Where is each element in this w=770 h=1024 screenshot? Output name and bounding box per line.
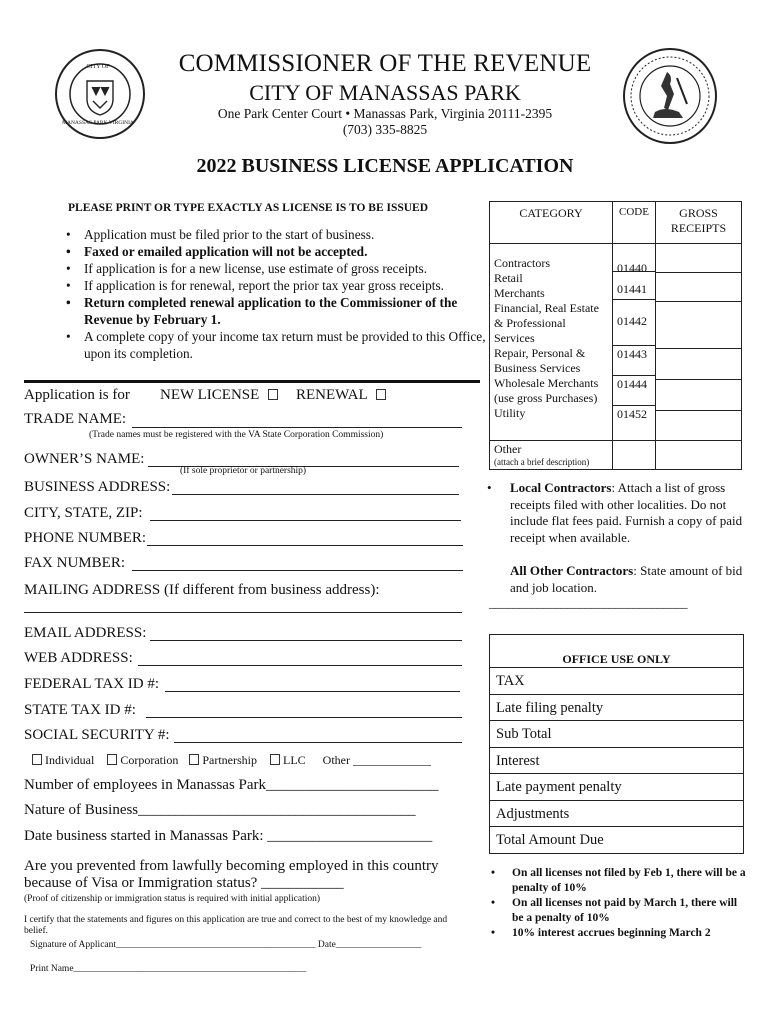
city-state-zip-input[interactable] <box>150 520 461 521</box>
federal-tax-id-label: FEDERAL TAX ID #: <box>24 676 160 692</box>
business-address-label: BUSINESS ADDRESS: <box>24 479 171 495</box>
phone-number-label: PHONE NUMBER: <box>24 530 147 546</box>
partnership-label: Partnership <box>202 753 257 767</box>
code-retail: 01441 <box>613 272 655 300</box>
category-retail: Retail Merchants <box>494 271 545 300</box>
category-utility: Utility <box>494 406 526 420</box>
instruction-item: • A complete copy of your income tax return must be provided to this Office, upon its completion. <box>62 328 486 362</box>
office-row-tax: TAX <box>490 667 743 694</box>
section-divider <box>24 380 480 383</box>
federal-tax-id-input[interactable] <box>165 691 460 692</box>
code-other <box>613 441 656 470</box>
category-cell <box>490 244 613 441</box>
penalty-item: • On all licenses not filed by Feb 1, there will be a penalty of 10% <box>487 866 749 896</box>
gross-repair-input[interactable] <box>656 349 741 380</box>
state-tax-id-label: STATE TAX ID #: <box>24 702 136 718</box>
entity-corporation[interactable] <box>107 753 178 767</box>
gross-contractors-input[interactable] <box>656 244 741 273</box>
print-name-line[interactable]: Print Name_________________________________________________ <box>30 964 307 974</box>
office-use-box <box>489 634 744 854</box>
individual-label: Individual <box>45 753 95 767</box>
owner-name-note: (If sole proprietor or partnership) <box>180 466 307 476</box>
owner-name-label: OWNER’S NAME: <box>24 451 145 467</box>
category-financial: Financial, Real Estate & Professional Services <box>494 301 599 345</box>
category-other-note: (attach a brief description) <box>494 457 590 467</box>
state-tax-id-input[interactable] <box>146 717 462 718</box>
gross-financial-input[interactable] <box>656 302 741 349</box>
web-address-input[interactable] <box>138 665 462 666</box>
llc-label: LLC <box>282 753 306 767</box>
seal-ring-text: MANASSAS PARK VIRGINIA <box>62 120 134 126</box>
entity-llc[interactable] <box>270 753 306 767</box>
office-row-subtotal: Sub Total <box>490 720 743 747</box>
code-utility: 01452 <box>617 407 647 421</box>
header-title: COMMISSIONER OF THE REVENUE <box>178 50 592 77</box>
new-license-option[interactable] <box>160 387 281 404</box>
instruction-item: • Return completed renewal application to the Commissioner of the Revenue by February 1. <box>62 294 486 328</box>
category-other <box>490 441 613 470</box>
local-contractors-label: Local Contractors <box>510 480 612 495</box>
trade-name-note: (Trade names must be registered with the VA State Corporation Commission) <box>89 430 384 440</box>
new-license-checkbox[interactable] <box>268 389 278 400</box>
office-row-late-payment: Late payment penalty <box>490 773 743 800</box>
other-contractors-label: All Other Contractors <box>510 563 634 578</box>
code-contractors: 01440 <box>613 244 655 272</box>
gross-other-input[interactable] <box>656 441 742 470</box>
instruction-item: • If application is for renewal, report the prior tax year gross receipts. <box>62 277 486 294</box>
llc-checkbox[interactable] <box>270 754 280 765</box>
corporation-checkbox[interactable] <box>107 754 117 765</box>
application-for-label: Application is for <box>24 387 130 403</box>
code-financial: 01442 <box>613 300 655 346</box>
phone-number-input[interactable] <box>147 545 463 546</box>
office-row-total: Total Amount Due <box>490 826 743 853</box>
fax-number-label: FAX NUMBER: <box>24 555 125 571</box>
category-header-row <box>490 202 742 244</box>
instruction-item: • If application is for a new license, use estimate of gross receipts. <box>62 260 486 277</box>
instruction-item: • Faxed or emailed application will not be accepted. <box>62 243 486 260</box>
certification-text: I certify that the statements and figures on this application are true and correct to the best of my knowledge and belief. <box>24 915 448 936</box>
category-other-label: Other <box>494 442 522 456</box>
city-state-zip-label: CITY, STATE, ZIP: <box>24 505 143 521</box>
signature-date-line[interactable]: Signature of Applicant__________________________________________ Date__________________ <box>30 940 422 950</box>
penalty-item: • 10% interest accrues beginning March 2 <box>487 926 749 941</box>
office-use-title: OFFICE USE ONLY <box>562 652 671 666</box>
form-title: 2022 BUSINESS LICENSE APPLICATION <box>196 155 574 177</box>
table-row <box>490 441 742 470</box>
office-row-late-filing: Late filing penalty <box>490 694 743 721</box>
renewal-label: RENEWAL <box>296 387 368 403</box>
individual-checkbox[interactable] <box>32 754 42 765</box>
code-repair: 01443 <box>613 346 655 376</box>
nature-of-business-field[interactable]: Nature of Business_____________________________________ <box>24 802 416 818</box>
prevented-question-line2[interactable]: because of Visa or Immigration status? ___________ <box>24 875 344 891</box>
gross-receipts-header: GROSS RECEIPTS <box>656 202 742 244</box>
entity-individual[interactable] <box>32 753 94 767</box>
category-header: CATEGORY <box>490 202 613 244</box>
partnership-checkbox[interactable] <box>189 754 199 765</box>
mailing-address-label: MAILING ADDRESS (If different from business address): <box>24 582 380 598</box>
social-security-input[interactable] <box>174 742 462 743</box>
renewal-checkbox[interactable] <box>376 389 386 400</box>
category-contractors: Contractors <box>494 256 550 270</box>
other-contractors-line[interactable]: _________________________________ <box>489 595 687 610</box>
web-address-label: WEB ADDRESS: <box>24 650 133 666</box>
entity-other[interactable]: Other _____________ <box>322 753 431 767</box>
mailing-address-input[interactable] <box>24 612 462 613</box>
prevented-note: (Proof of citizenship or immigration status is required with initial application) <box>24 894 321 904</box>
employees-field[interactable]: Number of employees in Manassas Park_______________________ <box>24 777 439 793</box>
bullet-icon: • <box>487 480 492 495</box>
prevented-question-line1: Are you prevented from lawfully becoming employed in this country <box>24 858 439 874</box>
other-contractors-text: : State amount of bid and job location. <box>510 563 743 595</box>
office-row-adjustments: Adjustments <box>490 800 743 827</box>
social-security-label: SOCIAL SECURITY #: <box>24 727 170 743</box>
entity-type-row <box>32 753 431 768</box>
code-cell <box>613 244 656 441</box>
category-wholesale: Wholesale Merchants (use gross Purchases) <box>494 376 599 405</box>
header-phone: (703) 335-8825 <box>342 122 428 137</box>
business-address-input[interactable] <box>172 494 459 495</box>
gross-wholesale-input[interactable] <box>656 380 741 411</box>
local-contractors-note <box>487 480 743 546</box>
date-started-field[interactable]: Date business started in Manassas Park: ______________________ <box>24 828 433 844</box>
table-row <box>490 244 742 441</box>
office-row-interest: Interest <box>490 747 743 774</box>
renewal-option[interactable] <box>296 387 389 404</box>
entity-partnership[interactable] <box>189 753 257 767</box>
category-table <box>489 201 742 470</box>
instruction-item: • Application must be filed prior to the start of business. <box>62 226 486 243</box>
instructions-heading: PLEASE PRINT OR TYPE EXACTLY AS LICENSE IS TO BE ISSUED <box>68 202 429 214</box>
email-address-label: EMAIL ADDRESS: <box>24 625 147 641</box>
penalty-item: • On all licenses not paid by March 1, there will be a penalty of 10% <box>487 896 749 926</box>
header-address: One Park Center Court • Manassas Park, Virginia 20111-2395 <box>217 106 553 121</box>
category-repair: Repair, Personal & Business Services <box>494 346 586 375</box>
penalties-list <box>487 866 749 941</box>
seal-top-text: CITY OF <box>86 64 110 70</box>
local-contractors-text: : Attach a list of gross receipts filed with other localities. Do not include flat fees paid. Furnish a copy of paid receipt when available. <box>510 480 743 545</box>
gross-receipts-cell[interactable] <box>656 244 742 441</box>
trade-name-input[interactable] <box>132 427 462 428</box>
header-subtitle: CITY OF MANASSAS PARK <box>249 80 521 105</box>
other-contractors-note <box>510 563 746 596</box>
email-address-input[interactable] <box>150 640 462 641</box>
instructions-list <box>62 226 486 362</box>
trade-name-label: TRADE NAME: <box>24 411 127 427</box>
code-wholesale: 01444 <box>613 376 655 406</box>
corporation-label: Corporation <box>120 753 179 767</box>
gross-retail-input[interactable] <box>656 273 741 302</box>
new-license-label: NEW LICENSE <box>160 387 260 403</box>
code-header: CODE <box>613 202 656 244</box>
fax-number-input[interactable] <box>132 570 463 571</box>
